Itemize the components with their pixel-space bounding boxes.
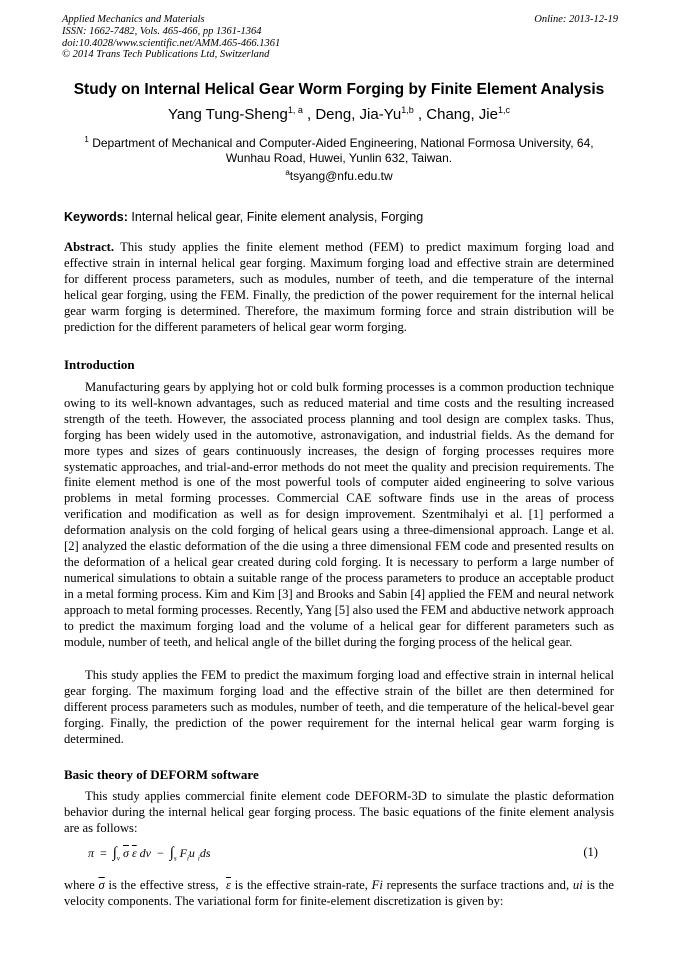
- eq-ds: ds: [199, 846, 211, 860]
- abstract-paragraph: [64, 240, 614, 335]
- author-separator: ,: [413, 106, 427, 123]
- email-line: [40, 168, 638, 183]
- eq-dv: dv: [139, 846, 151, 860]
- eq-sigma-bar: $\overline{\sigma}$: [123, 846, 129, 860]
- equation-1: [88, 845, 598, 862]
- after-eq-text-3: represents the surface tractions and,: [386, 878, 570, 892]
- after-eq-text-2: is the effective strain-rate,: [234, 878, 368, 892]
- author-name: Deng, Jia-Yu: [315, 106, 402, 123]
- eq-F-sub: i: [186, 854, 189, 863]
- online-date: Online: 2013-12-19: [534, 14, 618, 25]
- affiliation: [70, 132, 608, 166]
- author-name: Yang Tung-Sheng: [167, 106, 288, 123]
- journal-name: Applied Mechanics and Materials: [62, 14, 205, 25]
- fi-symbol: Fi: [371, 878, 383, 892]
- journal-header: [62, 14, 618, 61]
- email-address: tsyang@nfu.edu.tw: [289, 169, 393, 183]
- paper-title: Study on Internal Helical Gear Worm Forging by Finite Element Analysis: [73, 81, 605, 98]
- doi-line: doi:10.4028/www.scientific.net/AMM.465-466.1361: [62, 37, 281, 49]
- author-list: [40, 105, 638, 123]
- author-sup: 1,b: [401, 105, 414, 115]
- basic-theory-paragraph: This study applies commercial finite element code DEFORM-3D to simulate the plastic deformation behavior during the internal helical gear forging process. The basic equations of the finite element analysis are as follows:: [64, 789, 614, 835]
- author-name: Chang, Jie: [426, 106, 498, 123]
- abstract-text: This study applies the finite element method (FEM) to predict maximum forging load and effective strain in internal helical gear forging. Maximum forging load and effective strain are determined for different process parameters, such as modules, number of teeth, and die temperature of the internal helical gear forging, using the FEM. Finally, the prediction of the power requirement for the internal helical gear warm forging is determined. Therefore, the maximum forming force and strain distribution will be prediction for the different parameters of helical gear worm forging.: [64, 240, 614, 334]
- equation-number: (1): [583, 845, 598, 859]
- keywords-text: Internal helical gear, Finite element analysis, Forging: [131, 210, 424, 224]
- eq-integral-s: ∫: [169, 845, 174, 861]
- eq-pi: π: [88, 846, 95, 860]
- ui-symbol: ui: [572, 878, 583, 892]
- abstract-label: Abstract.: [64, 240, 115, 254]
- introduction-paragraph-1: Manufacturing gears by applying hot or cold bulk forming processes is a common production technique owing to its well-known advantages, such as reduced material and time costs and the resulting increased strength of the teeth. However, the associated process planning and tool design are complex tasks. Thus, forging has been widely used in the automotive, astronavigation, and industrial fields. As the demand for more types and sizes of gears continuously increases, the design of forging processes requires more systematic approaches, and trial-and-error methods do not meet the quality and precision requirements. The finite element method is one of the most powerful tools of computer aided engineering to solve various problems in metal forming processes. Commercial CAE software finds use in the areas of process verification and modification as well as for design improvement. Szentmihalyi et al. [1] performed a deformation analysis on the cold forging of helical gears using a three-dimensional approach. Lange et al. [2] analyzed the elastic deformation of the die using a three dimensional FEM code and presented results on the deformation of a helical gear created during cold forging. It is necessary to perform a large number of numerical simulations to obtain a suitable range of the process parameters to produce an acceptable product in a metal forming process. Kim and Kim [3] and Brooks and Sabin [4] applied the FEM and neural network approach to metal forming processes. Recently, Yang [5] also used the FEM and abductive network approach to predict the maximum forging load and the volume of a helical gear for different parameters such as module, number of teeth, and helical angle of the billet during the forging process of the helical gear.: [64, 380, 614, 649]
- eq-epsilon-bar: $\overline{\varepsilon}$: [131, 846, 137, 860]
- issn-line: ISSN: 1662-7482, Vols. 465-466, pp 1361-1364: [62, 25, 262, 37]
- keywords-label: Keywords:: [64, 210, 128, 224]
- epsilon-bar-symbol: $\overline{\varepsilon}$: [226, 878, 232, 892]
- sigma-bar-symbol: $\overline{\sigma}$: [98, 878, 105, 892]
- email-sup: a: [285, 168, 290, 177]
- introduction-paragraph-2: This study applies the FEM to predict the maximum forging load and effective strain in internal helical gear forging. The maximum forging load and the effective strain of the billet are then determined for different process parameters such as modules, number of teeth, and die temperature of the helical-bevel gear forging. Finally, the prediction of the power requirement for the internal helical gear warm forging is determined.: [64, 668, 614, 746]
- eq-integral-v-sub: v: [116, 854, 121, 863]
- copyright-line: © 2014 Trans Tech Publications Ltd, Switzerland: [62, 49, 270, 61]
- basic-theory-heading: Basic theory of DEFORM software: [64, 767, 259, 782]
- affiliation-text: Department of Mechanical and Computer-Aided Engineering, National Formosa University, 64, Wunhau Road, Huwei, Yunlin 632, Taiwan.: [92, 136, 594, 165]
- eq-F: F: [179, 846, 187, 860]
- eq-u-sub: i: [197, 854, 200, 863]
- keywords-line: [64, 210, 423, 224]
- eq-equals: =: [100, 846, 107, 860]
- eq-minus: −: [157, 846, 164, 860]
- after-eq-text-1: is the effective stress,: [108, 878, 219, 892]
- author-sup: 1, a: [287, 105, 303, 115]
- eq-integral-v: ∫: [112, 845, 117, 861]
- after-eq-text-4: is the velocity components. The variational form for finite-element discretization is given by:: [64, 878, 614, 908]
- where-word: where: [64, 878, 95, 892]
- introduction-heading: Introduction: [64, 357, 135, 372]
- after-equation-paragraph: [64, 878, 614, 910]
- author-separator: ,: [302, 106, 316, 123]
- eq-u: u: [188, 846, 195, 860]
- eq-integral-s-sub: s: [173, 854, 177, 863]
- author-sup: 1,c: [497, 105, 510, 115]
- affiliation-sup: 1: [84, 135, 89, 144]
